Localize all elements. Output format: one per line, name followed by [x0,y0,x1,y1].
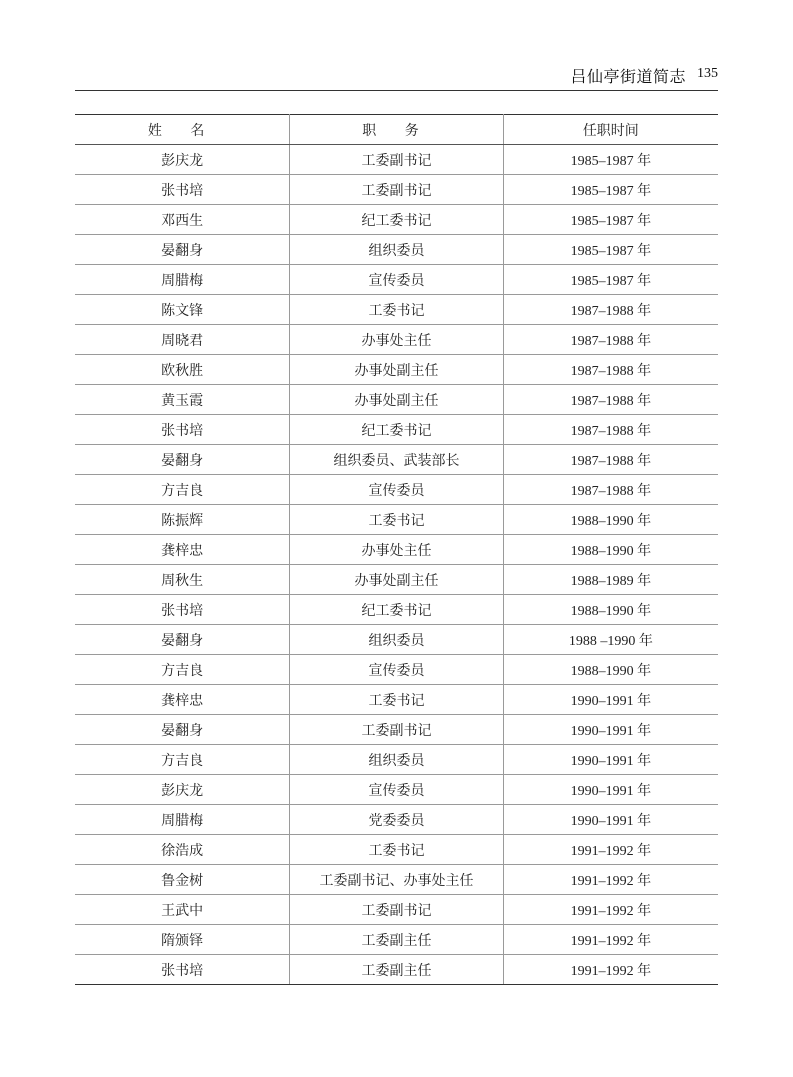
table-cell-position: 工委副书记、办事处主任 [290,865,503,895]
table-cell-name: 周晓君 [75,325,290,355]
table-row [75,775,718,805]
table-cell-name: 王武中 [75,895,290,925]
table-cell-name: 张书培 [75,175,290,205]
table-cell-term: 1988–1989 年 [503,565,718,595]
table-cell-position: 工委副书记 [290,175,503,205]
table-cell-position: 办事处副主任 [290,565,503,595]
table-cell-position: 宣传委员 [290,475,503,505]
table-row [75,625,718,655]
table-cell-term: 1991–1992 年 [503,895,718,925]
table-row [75,655,718,685]
table-cell-name: 陈振辉 [75,505,290,535]
table-cell-name: 欧秋胜 [75,355,290,385]
table-cell-position: 工委书记 [290,505,503,535]
table-cell-position: 办事处副主任 [290,355,503,385]
table-cell-name: 邓西生 [75,205,290,235]
table-row [75,205,718,235]
table-cell-position: 工委书记 [290,835,503,865]
table-cell-position: 组织委员 [290,625,503,655]
table-cell-name: 晏翻身 [75,235,290,265]
table-row [75,895,718,925]
table-cell-name: 方吉良 [75,655,290,685]
table-row [75,385,718,415]
table-cell-term: 1987–1988 年 [503,355,718,385]
page-header [75,56,718,91]
table-body [75,145,718,985]
table-cell-position: 工委书记 [290,295,503,325]
column-header-term: 任职时间 [503,115,718,145]
table-cell-term: 1990–1991 年 [503,715,718,745]
table-cell-term: 1987–1988 年 [503,325,718,355]
table-cell-position: 纪工委书记 [290,415,503,445]
table-cell-position: 办事处副主任 [290,385,503,415]
table-cell-term: 1990–1991 年 [503,685,718,715]
table-cell-term: 1987–1988 年 [503,475,718,505]
table-row [75,415,718,445]
table-cell-position: 组织委员 [290,235,503,265]
table-cell-term: 1987–1988 年 [503,385,718,415]
table-cell-position: 宣传委员 [290,775,503,805]
table-cell-term: 1991–1992 年 [503,955,718,985]
table-cell-term: 1988 –1990 年 [503,625,718,655]
table-cell-term: 1990–1991 年 [503,775,718,805]
table-cell-term: 1987–1988 年 [503,295,718,325]
table-row [75,865,718,895]
table-header-row [75,115,718,145]
column-header-position: 职 务 [290,115,503,145]
table-cell-name: 方吉良 [75,475,290,505]
table-cell-term: 1985–1987 年 [503,145,718,175]
table-cell-position: 宣传委员 [290,655,503,685]
table-cell-name: 黄玉霞 [75,385,290,415]
table-cell-name: 晏翻身 [75,625,290,655]
table-cell-name: 张书培 [75,595,290,625]
table-row [75,295,718,325]
table-row [75,715,718,745]
table-cell-position: 工委副主任 [290,955,503,985]
table-row [75,805,718,835]
table-cell-position: 工委副书记 [290,895,503,925]
table-cell-term: 1991–1992 年 [503,925,718,955]
table-row [75,265,718,295]
table-cell-name: 徐浩成 [75,835,290,865]
table-cell-term: 1988–1990 年 [503,535,718,565]
table-cell-name: 张书培 [75,955,290,985]
table-cell-position: 工委副书记 [290,715,503,745]
table-cell-term: 1985–1987 年 [503,205,718,235]
table-cell-name: 彭庆龙 [75,775,290,805]
table-row [75,565,718,595]
table-cell-position: 工委副书记 [290,145,503,175]
table-cell-name: 周腊梅 [75,265,290,295]
table-row [75,355,718,385]
table-cell-position: 办事处主任 [290,535,503,565]
table-cell-position: 党委委员 [290,805,503,835]
table-cell-position: 宣传委员 [290,265,503,295]
table-cell-term: 1987–1988 年 [503,415,718,445]
table-cell-term: 1990–1991 年 [503,805,718,835]
table-cell-term: 1991–1992 年 [503,865,718,895]
table-cell-name: 周秋生 [75,565,290,595]
table-cell-term: 1985–1987 年 [503,175,718,205]
column-header-name: 姓 名 [75,115,290,145]
table-cell-position: 办事处主任 [290,325,503,355]
table-cell-term: 1985–1987 年 [503,265,718,295]
table-row [75,175,718,205]
table-cell-position: 纪工委书记 [290,595,503,625]
table-cell-term: 1988–1990 年 [503,505,718,535]
table-cell-name: 彭庆龙 [75,145,290,175]
table-cell-name: 晏翻身 [75,715,290,745]
table-cell-position: 组织委员、武装部长 [290,445,503,475]
table-row [75,235,718,265]
table-cell-term: 1987–1988 年 [503,445,718,475]
page-number: 135 [697,66,718,81]
table-cell-name: 周腊梅 [75,805,290,835]
table-row [75,535,718,565]
table-row [75,685,718,715]
officials-table [75,114,718,985]
table-cell-name: 晏翻身 [75,445,290,475]
table-row [75,145,718,175]
table-cell-term: 1990–1991 年 [503,745,718,775]
table-cell-name: 龚梓忠 [75,535,290,565]
table-row [75,925,718,955]
table-row [75,505,718,535]
table-row [75,835,718,865]
table-cell-name: 方吉良 [75,745,290,775]
table-cell-position: 纪工委书记 [290,205,503,235]
table-cell-position: 组织委员 [290,745,503,775]
table-cell-name: 张书培 [75,415,290,445]
table-cell-position: 工委书记 [290,685,503,715]
table-cell-name: 陈文锋 [75,295,290,325]
table-row [75,745,718,775]
table-cell-term: 1985–1987 年 [503,235,718,265]
table-cell-term: 1991–1992 年 [503,835,718,865]
table-cell-term: 1988–1990 年 [503,655,718,685]
table-cell-name: 隋颁铎 [75,925,290,955]
table-row [75,475,718,505]
table-cell-position: 工委副主任 [290,925,503,955]
table-row [75,595,718,625]
table-row [75,955,718,985]
table-cell-name: 鲁金树 [75,865,290,895]
book-title: 吕仙亭街道简志 [570,67,686,86]
table-cell-name: 龚梓忠 [75,685,290,715]
table-cell-term: 1988–1990 年 [503,595,718,625]
table-row [75,325,718,355]
table-row [75,445,718,475]
